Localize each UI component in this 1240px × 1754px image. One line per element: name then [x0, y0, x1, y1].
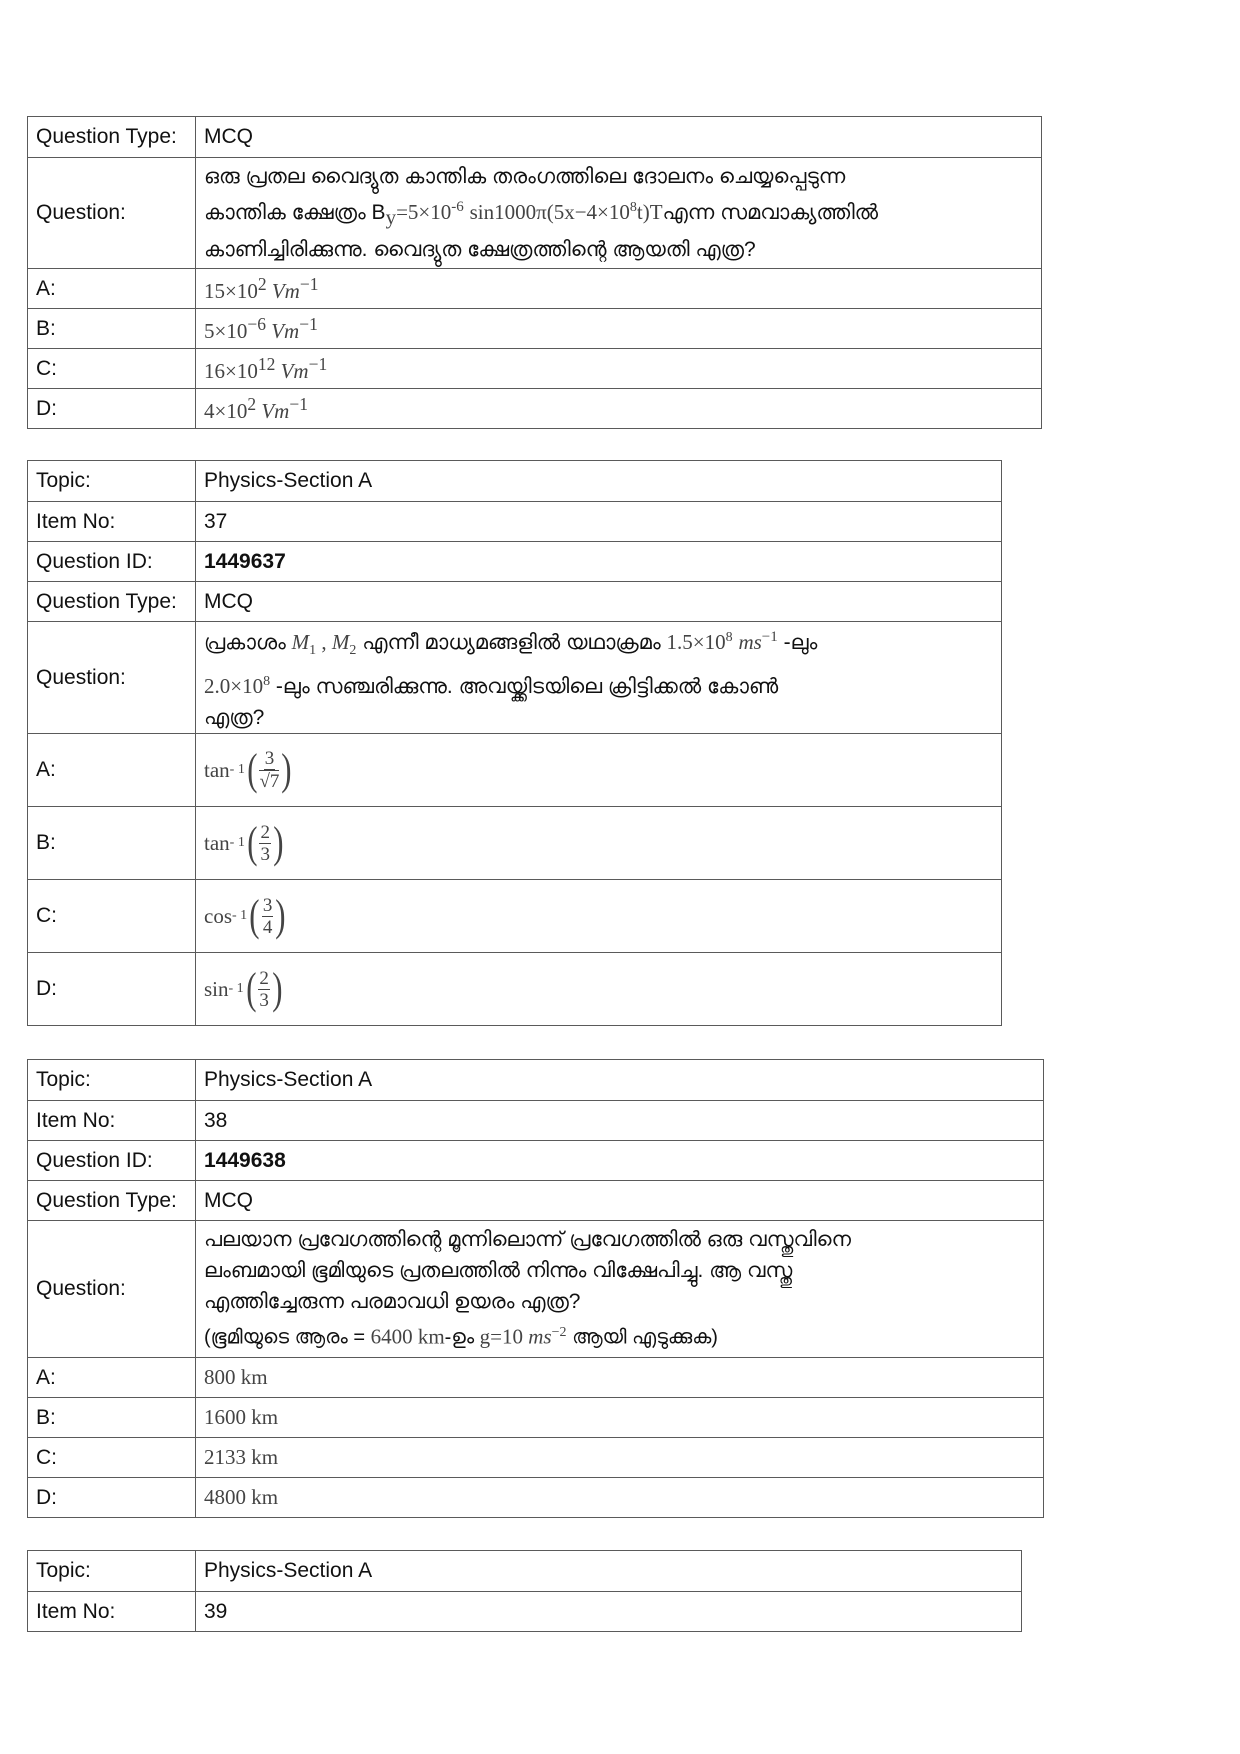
- question-table-1: [27, 116, 1042, 429]
- item-no-label: Item No:: [28, 1592, 196, 1632]
- option-d-label: D:: [28, 1478, 196, 1518]
- question-table-2: [27, 460, 1002, 1026]
- topic-label: Topic:: [28, 1551, 196, 1592]
- question-id-value: 1449637: [196, 542, 1002, 582]
- question-line: എത്തിച്ചേരുന്ന പരമാവധി ഉയരം എത്ര?: [204, 1290, 581, 1314]
- option-a-value: $15\times 10^2$ $Vm^{-1}$: [196, 269, 1042, 309]
- question-type-value: MCQ: [196, 117, 1042, 158]
- question-table-4: [27, 1550, 1022, 1632]
- question-type-label: Question Type:: [28, 1181, 196, 1221]
- option-d-label: D:: [28, 953, 196, 1026]
- question-line: കാണിച്ചിരിക്കുന്നു. വൈദ്യുത ക്ഷേത്രത്തിന്റെ ആയതി എത്ര?: [204, 237, 756, 261]
- question-type-value: MCQ: [196, 1181, 1044, 1221]
- question-label: Question:: [28, 622, 196, 734]
- option-a-value: tan - 1 ( $\frac{3}{√7}$ ): [196, 734, 1002, 807]
- item-no-value: 39: [196, 1592, 1022, 1632]
- option-b-value: 1600 km: [196, 1398, 1044, 1438]
- question-id-label: Question ID:: [28, 1141, 196, 1181]
- question-line: (ഭൂമിയുടെ ആരം = 6400 km-ഉം g=10 $ms^{-2}$ ആയി എടുക്കുക): [204, 1324, 718, 1349]
- option-c-label: C:: [28, 1438, 196, 1478]
- question-line: എത്ര?: [204, 706, 265, 730]
- option-a-label: A:: [28, 1358, 196, 1398]
- question-type-label: Question Type:: [28, 117, 196, 158]
- topic-value: Physics-Section A: [196, 1551, 1022, 1592]
- question-id-label: Question ID:: [28, 542, 196, 582]
- question-label: Question:: [28, 158, 196, 269]
- question-line: $2.0\times 10^8$ -ലും സഞ്ചരിക്കുന്നു. അവയ്ക്കിടയിലെ ക്രിട്ടിക്കൽ കോൺ: [204, 674, 779, 699]
- option-a-label: A:: [28, 734, 196, 807]
- option-b-value: tan - 1 ( $\frac{2}{3}$ ): [196, 807, 1002, 880]
- option-c-value: 2133 km: [196, 1438, 1044, 1478]
- option-a-value: 800 km: [196, 1358, 1044, 1398]
- option-d-value: $4\times 10^2$ $Vm^{-1}$: [196, 389, 1042, 429]
- option-d-value: 4800 km: [196, 1478, 1044, 1518]
- question-table-3: [27, 1059, 1044, 1518]
- question-text: [196, 158, 1042, 269]
- topic-value: Physics-Section A: [196, 1060, 1044, 1101]
- item-no-label: Item No:: [28, 1101, 196, 1141]
- option-b-label: B:: [28, 309, 196, 349]
- topic-label: Topic:: [28, 461, 196, 502]
- option-c-value: $16\times 10^{12}$ $Vm^{-1}$: [196, 349, 1042, 389]
- question-line: ലംബമായി ഭൂമിയുടെ പ്രതലത്തിൽ നിന്നും വിക്ഷേപിച്ചു. ആ വസ്തു: [204, 1259, 793, 1283]
- option-b-label: B:: [28, 1398, 196, 1438]
- topic-label: Topic:: [28, 1060, 196, 1101]
- question-line: ഒരു പ്രതല വൈദ്യുത കാന്തിക തരംഗത്തിലെ ദോലനം ചെയ്യപ്പെടുന്ന: [204, 165, 846, 189]
- question-label: Question:: [28, 1221, 196, 1358]
- question-text: [196, 622, 1002, 734]
- option-c-value: cos - 1 ( $\frac{3}{4}$ ): [196, 880, 1002, 953]
- option-c-label: C:: [28, 349, 196, 389]
- option-a-label: A:: [28, 269, 196, 309]
- option-d-value: sin - 1 ( $\frac{2}{3}$ ): [196, 953, 1002, 1026]
- question-line: പലയാന പ്രവേഗത്തിന്റെ മൂന്നിലൊന്ന് പ്രവേഗത്തിൽ ഒരു വസ്തുവിനെ: [204, 1228, 851, 1252]
- option-b-label: B:: [28, 807, 196, 880]
- question-text: [196, 1221, 1044, 1358]
- question-line: പ്രകാശം $M_1$ , $M_2$ എന്നീ മാധ്യമങ്ങളിൽ യഥാക്രമം $1.5\times 10^8$ $ms^{-1}$ -ലും: [204, 629, 818, 659]
- question-type-label: Question Type:: [28, 582, 196, 622]
- option-c-label: C:: [28, 880, 196, 953]
- option-d-label: D:: [28, 389, 196, 429]
- question-line: കാന്തിക ക്ഷേത്രം $B_y=5\times 10^{-6}$ $\sin 1000\pi(5x-4\times 10^8t)Tഎന്ന$ സമവാക്യത്തിൽ: [204, 199, 879, 230]
- option-b-value: $5\times 10^{-6}$ $Vm^{-1}$: [196, 309, 1042, 349]
- item-no-value: 38: [196, 1101, 1044, 1141]
- topic-value: Physics-Section A: [196, 461, 1002, 502]
- question-id-value: 1449638: [196, 1141, 1044, 1181]
- question-type-value: MCQ: [196, 582, 1002, 622]
- item-no-label: Item No:: [28, 502, 196, 542]
- item-no-value: 37: [196, 502, 1002, 542]
